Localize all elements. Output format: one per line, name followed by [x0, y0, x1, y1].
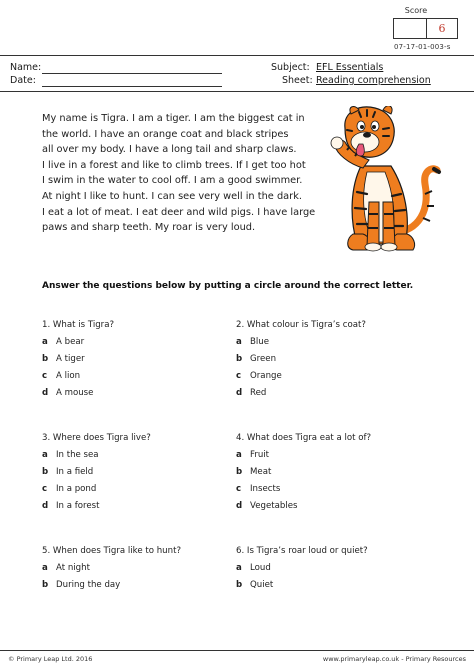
option-letter: d: [236, 501, 243, 511]
option-text: In the sea: [56, 450, 99, 460]
option-1b[interactable]: [42, 354, 85, 364]
option-3b[interactable]: [42, 467, 93, 477]
reading-passage: [42, 111, 316, 236]
question-3: 3. Where does Tigra live?: [42, 433, 151, 443]
question-1: 1. What is Tigra?: [42, 320, 115, 330]
option-text: A mouse: [56, 388, 94, 398]
option-letter: b: [42, 580, 49, 590]
passage-line: My name is Tigra. I am a tiger. I am the biggest cat in: [42, 113, 305, 124]
option-text: During the day: [56, 580, 121, 590]
option-text: Quiet: [250, 580, 274, 590]
option-letter: c: [236, 371, 242, 381]
option-text: Red: [250, 388, 267, 398]
option-3c[interactable]: [42, 484, 96, 494]
passage-line: At night I like to hunt. I can see very well in the dark.: [42, 190, 302, 202]
name-field[interactable]: [42, 73, 222, 74]
option-2b[interactable]: [236, 354, 276, 364]
option-5b[interactable]: [42, 580, 120, 590]
option-letter: d: [42, 388, 49, 398]
subject-label: Subject:: [271, 62, 310, 73]
site-credit: www.primaryleap.co.uk - Primary Resources: [322, 655, 466, 663]
score-label: Score: [404, 6, 428, 15]
option-letter: c: [42, 484, 48, 494]
option-text: A tiger: [56, 354, 85, 364]
option-text: At night: [56, 563, 90, 573]
option-letter: b: [236, 467, 243, 477]
score-blank-cell: [394, 19, 427, 38]
score-box: [393, 18, 458, 39]
question-5: 5. When does Tigra like to hunt?: [42, 546, 182, 556]
option-letter: a: [42, 337, 48, 347]
option-4b[interactable]: [236, 467, 271, 477]
passage-line: all over my body. I have a long tail and sharp claws.: [42, 144, 297, 156]
option-text: In a pond: [56, 484, 97, 494]
sheet-value: Reading comprehension: [316, 75, 431, 86]
footer-rule: [0, 650, 474, 651]
option-text: Loud: [250, 563, 271, 573]
option-text: Vegetables: [250, 501, 298, 511]
option-4d[interactable]: [236, 501, 297, 511]
option-text: In a field: [56, 467, 94, 477]
option-6b[interactable]: [236, 580, 273, 590]
name-label: Name:: [10, 62, 42, 73]
sheet-label: Sheet:: [282, 75, 313, 86]
option-1d[interactable]: [42, 388, 93, 398]
option-2c[interactable]: [236, 371, 282, 381]
option-text: Insects: [250, 484, 281, 494]
option-text: Orange: [250, 371, 282, 381]
option-3d[interactable]: [42, 501, 99, 511]
option-letter: b: [236, 580, 243, 590]
option-1c[interactable]: [42, 371, 80, 381]
header-top-rule: [0, 55, 474, 56]
tiger-illustration: [313, 106, 448, 256]
option-text: A bear: [56, 337, 85, 347]
option-2a[interactable]: [236, 337, 269, 347]
option-letter: d: [42, 501, 49, 511]
option-text: A lion: [56, 371, 81, 381]
option-letter: b: [42, 354, 49, 364]
option-3a[interactable]: [42, 450, 99, 460]
question-6: 6. Is Tigra’s roar loud or quiet?: [236, 546, 368, 556]
date-field[interactable]: [42, 86, 222, 87]
option-letter: a: [236, 563, 242, 573]
copyright: © Primary Leap Ltd. 2016: [8, 655, 93, 663]
option-letter: a: [236, 337, 242, 347]
worksheet-code: 07-17-01-003-s: [394, 43, 451, 51]
header-bottom-rule: [0, 91, 474, 92]
score-value: 6: [438, 22, 446, 35]
option-1a[interactable]: [42, 337, 84, 347]
option-2d[interactable]: [236, 388, 266, 398]
option-letter: a: [42, 450, 48, 460]
option-letter: a: [236, 450, 242, 460]
passage-line: I eat a lot of meat. I eat deer and wild pigs. I have large: [42, 206, 316, 218]
option-letter: b: [42, 467, 49, 477]
question-2: 2. What colour is Tigra’s coat?: [236, 320, 366, 330]
option-text: Green: [250, 354, 277, 364]
passage-line: I live in a forest and like to climb trees. If I get too hot: [42, 159, 306, 171]
option-text: Blue: [250, 337, 270, 347]
option-5a[interactable]: [42, 563, 90, 573]
option-letter: c: [42, 371, 48, 381]
option-text: Meat: [250, 467, 272, 477]
option-text: In a forest: [56, 501, 100, 511]
passage-line: the world. I have an orange coat and black stripes: [42, 128, 289, 140]
option-letter: a: [42, 563, 48, 573]
option-letter: d: [236, 388, 243, 398]
passage-line: paws and sharp teeth. My roar is very loud.: [42, 222, 256, 234]
option-4c[interactable]: [236, 484, 280, 494]
option-4a[interactable]: [236, 450, 269, 460]
instructions: Answer the questions below by putting a circle around the correct letter.: [42, 281, 414, 291]
passage-line: I swim in the water to cool off. I am a good swimmer.: [42, 175, 303, 187]
question-4: 4. What does Tigra eat a lot of?: [236, 433, 372, 443]
option-letter: c: [236, 484, 242, 494]
subject-value: EFL Essentials: [316, 62, 384, 73]
option-text: Fruit: [250, 450, 270, 460]
option-6a[interactable]: [236, 563, 271, 573]
option-letter: b: [236, 354, 243, 364]
date-label: Date:: [10, 75, 36, 86]
